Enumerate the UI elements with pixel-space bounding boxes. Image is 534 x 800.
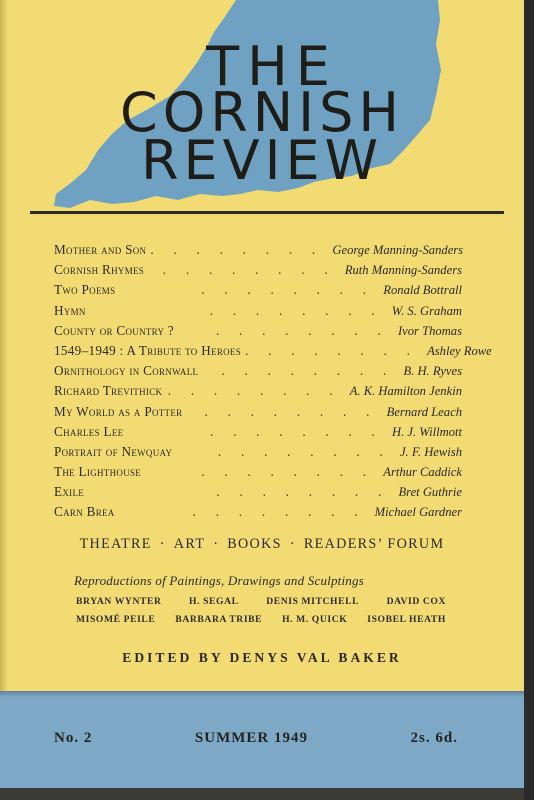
article-title: Cornish Rhymes bbox=[54, 262, 145, 278]
contents-row bbox=[54, 361, 462, 381]
article-title: Mother and Son bbox=[54, 242, 147, 257]
section-theatre: THEATRE bbox=[79, 536, 152, 552]
leader-dots: . . . . . . . . bbox=[201, 464, 380, 480]
artist-name: H. SEGAL bbox=[189, 596, 239, 607]
contents-row bbox=[54, 502, 462, 522]
footer-info bbox=[54, 730, 458, 747]
issue-season: SUMMER 1949 bbox=[194, 730, 308, 746]
article-title: My World as a Potter bbox=[54, 403, 183, 419]
section-separator: · bbox=[159, 536, 166, 552]
artist-name: MISOMÉ PEILE bbox=[76, 614, 156, 625]
section-separator: · bbox=[213, 536, 220, 552]
artist-name: BRYAN WYNTER bbox=[76, 596, 162, 607]
article-author: Ruth Manning-Sanders bbox=[344, 263, 462, 278]
article-author: B. H. Ryves bbox=[403, 364, 462, 379]
contents-row bbox=[54, 462, 462, 482]
leader-dots: . . . . . . . . bbox=[167, 383, 346, 399]
editor-credit: EDITED BY DENYS VAL BAKER bbox=[122, 650, 402, 665]
contents-row bbox=[54, 260, 462, 280]
section-books: BOOKS bbox=[227, 536, 282, 552]
leader-dots: . . . . . . . . bbox=[217, 443, 396, 459]
article-author: Ronald Bottrall bbox=[383, 283, 462, 298]
contents-row bbox=[54, 381, 462, 401]
artist-name: BARBARA TRIBE bbox=[175, 614, 263, 625]
section-art: ART bbox=[173, 536, 206, 552]
contents-list bbox=[54, 240, 492, 523]
leader-dots: . . . . . . . . bbox=[201, 282, 380, 298]
contents-row bbox=[54, 482, 462, 502]
artist-name: DAVID COX bbox=[386, 596, 446, 607]
article-title: Exile bbox=[54, 484, 85, 500]
article-title: County or Country ? bbox=[54, 322, 175, 338]
leader-dots: . . . . . . . . bbox=[221, 363, 400, 379]
article-author: W. S. Graham bbox=[391, 303, 462, 318]
leader-dots: . . . . . . . . bbox=[162, 262, 341, 278]
leader-dots: . . . . . . . . bbox=[245, 342, 424, 358]
contents-row bbox=[54, 321, 462, 341]
article-author: H. J. Willmott bbox=[392, 424, 462, 439]
article-author: J. F. Hewish bbox=[399, 444, 462, 459]
artist-name: DENIS MITCHELL bbox=[266, 596, 360, 607]
contents-row bbox=[54, 301, 462, 321]
article-author: Arthur Caddick bbox=[383, 465, 462, 480]
masthead-review: REVIEW bbox=[140, 129, 384, 192]
article-author: Ivor Thomas bbox=[397, 323, 462, 338]
leader-dots: . . . . . . . . bbox=[192, 504, 371, 520]
article-title: Portrait of Newquay bbox=[54, 443, 173, 459]
leader-dots: . . . . . . . . bbox=[209, 302, 388, 318]
artist-name: H. M. QUICK bbox=[282, 614, 348, 625]
contents-row bbox=[54, 280, 462, 300]
article-title: Richard Trevithick bbox=[54, 383, 163, 399]
article-title: The Lighthouse bbox=[54, 464, 142, 480]
article-author: A. K. Hamilton Jenkin bbox=[349, 384, 462, 399]
section-readers-forum: READERS’ FORUM bbox=[303, 536, 445, 552]
article-author: Bret Guthrie bbox=[398, 485, 462, 500]
contents-row bbox=[54, 240, 462, 260]
article-title: Charles Lee bbox=[54, 423, 124, 439]
section-separator: · bbox=[289, 536, 296, 552]
article-title: Two Poems bbox=[54, 282, 116, 298]
masthead-rule bbox=[30, 211, 504, 214]
artists-row-1 bbox=[76, 596, 446, 607]
contents-row bbox=[54, 341, 492, 361]
contents-row bbox=[54, 442, 462, 462]
issue-number: No. 2 bbox=[54, 730, 93, 746]
article-title: Hymn bbox=[54, 302, 86, 318]
masthead-cornish: CORNISH bbox=[120, 81, 404, 144]
leader-dots: . . . . . . . . bbox=[210, 423, 389, 439]
leader-dots: . . . . . . . . bbox=[204, 403, 383, 419]
contents-row bbox=[54, 422, 462, 442]
leader-dots: . . . . . . . . bbox=[216, 484, 395, 500]
article-author: Bernard Leach bbox=[386, 404, 462, 419]
article-title: Ornithology in Cornwall bbox=[54, 363, 199, 379]
cover-bottom-edge bbox=[0, 788, 524, 800]
article-title: Carn Brea bbox=[54, 504, 115, 520]
article-author: George Manning-Sanders bbox=[332, 243, 464, 257]
artist-name: ISOBEL HEATH bbox=[367, 614, 446, 625]
article-title: 1549–1949 : A Tribute to Heroes bbox=[54, 342, 242, 358]
article-author: Michael Gardner bbox=[374, 505, 462, 520]
leader-dots: . . . . . . . . bbox=[215, 322, 394, 338]
artists-row-2 bbox=[76, 614, 446, 625]
reproductions-heading: Reproductions of Paintings, Drawings and Sculptings bbox=[74, 573, 364, 588]
issue-price: 2s. 6d. bbox=[410, 730, 458, 746]
sections-line bbox=[0, 536, 524, 553]
footer-band-shadow bbox=[0, 691, 524, 697]
article-author: Ashley Rowe bbox=[427, 343, 492, 358]
contents-row bbox=[54, 402, 462, 422]
leader-dots: . . . . . . . . bbox=[150, 242, 329, 257]
masthead-the: THE bbox=[206, 35, 338, 98]
